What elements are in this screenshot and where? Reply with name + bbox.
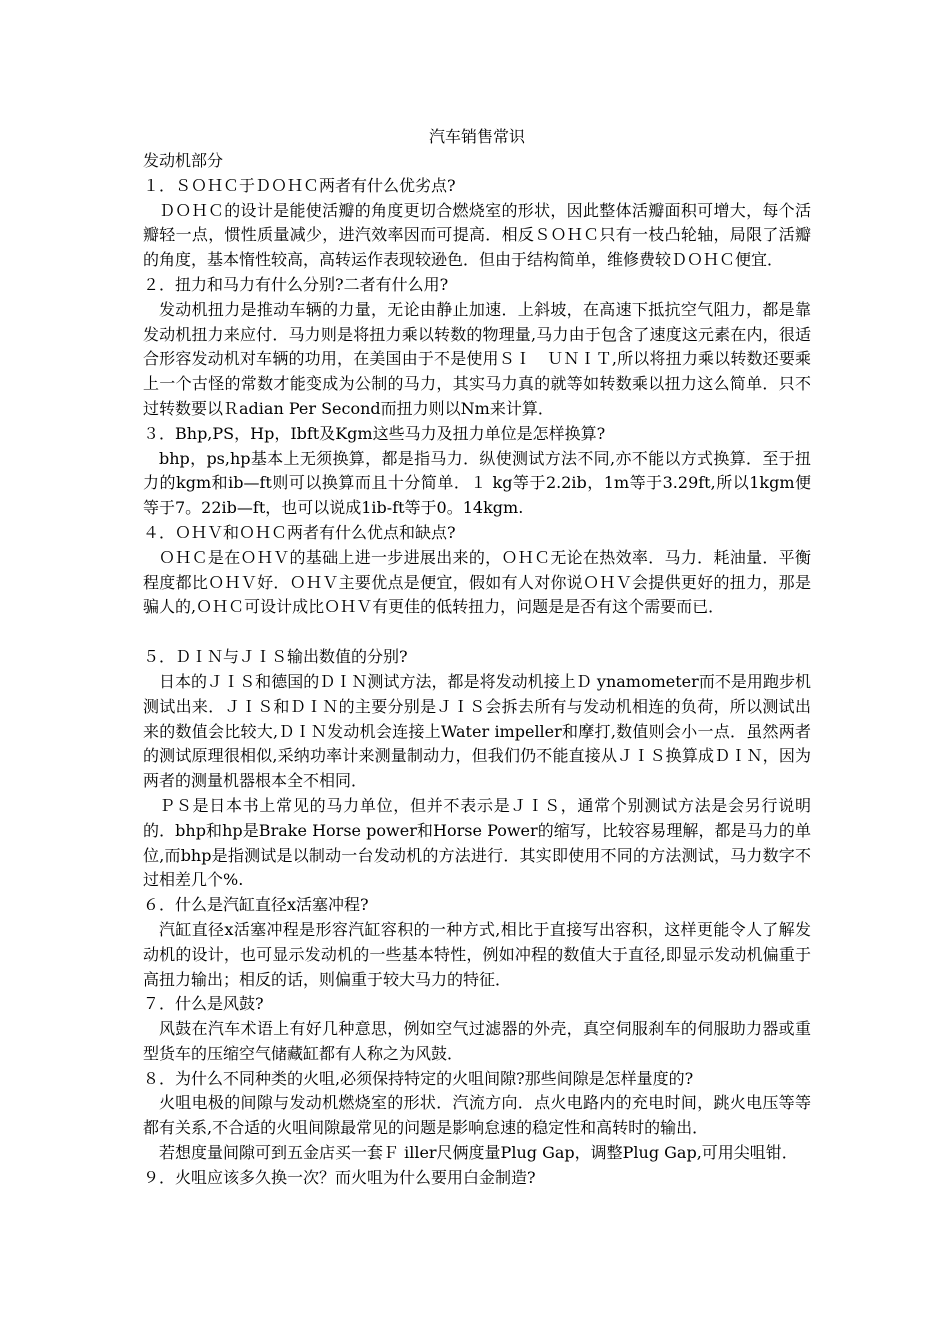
answer-1-paragraph-1: ＤＯＨＣ的设计是能使活瓣的角度更切合燃烧室的形状，因此整体活瓣面积可增大，每个活瓣轻一点，惯性质量减少，进汽效率因而可提高．相反ＳＯＨＣ只有一枝凸轮轴，局限了活瓣的角度，基本惰性较高，高转运作表现较逊色．但由于结构简单，维修费较ＤＯＨＣ便宜．: [143, 200, 811, 270]
answer-8-paragraph-2: 若想度量间隙可到五金店买一套Ｆ iller尺俩度量Plug Gap，调整Plug Gap,可用尖咀钳．: [159, 1143, 798, 1163]
answer-2-paragraph-1: 发动机扭力是推动车辆的力量，无论由静止加速．上斜坡，在高速下抵抗空气阻力，都是靠发动机扭力来应付．马力则是将扭力乘以转数的物理量,马力由于包含了速度这元素在内，很适合形容发动机对车辆的功用，在美国由于不是使用ＳＩ ＵＮＩＴ,所以将扭力乘以转数还要乘上一个古怪的常数才能变成为公制的马力，其实马力真的就等如转数乘以扭力这么简单．只不过转数要以Ｒadian Per Second而扭力则以Nm来计算．: [143, 299, 811, 418]
question-1: １．ＳＯＨＣ于ＤＯＨＣ两者有什么优劣点?: [143, 175, 456, 195]
answer-8-paragraph-1: 火咀电极的间隙与发动机燃烧室的形状．汽流方向．点火电路内的充电时间，跳火电压等等都有关系,不合适的火咀间隙最常见的问题是影响怠速的稳定性和高转时的输出．: [143, 1093, 811, 1138]
document-body: [143, 125, 811, 1191]
question-8: ８．为什么不同种类的火咀,必须保持特定的火咀间隙?那些间隙是怎样量度的?: [143, 1068, 694, 1088]
answer-4-paragraph-1: ＯＨＣ是在ＯＨＶ的基础上进一步进展出来的，ＯＨＣ无论在热效率．马力．耗油量．平衡程度都比ＯＨＶ好．ＯＨＶ主要优点是便宜，假如有人对你说ＯＨＶ会提供更好的扭力，那是骗人的,ＯＨＣ可设计成比ＯＨＶ有更佳的低转扭力，问题是是否有这个需要而已．: [143, 547, 811, 617]
section-heading: 发动机部分: [143, 151, 224, 170]
qa-item-1: [143, 174, 811, 273]
qa-item-5: [143, 645, 811, 893]
qa-item-9: [143, 1166, 811, 1191]
document-title: 汽车销售常识: [428, 127, 525, 146]
qa-item-8: [143, 1067, 811, 1166]
qa-item-4: [143, 521, 811, 620]
qa-item-6: [143, 893, 811, 992]
answer-5-paragraph-1: 日本的ＪＩＳ和德国的ＤＩＮ测试方法，都是将发动机接上Ｄ ynamometer而不是用跑步机测试出来．ＪＩＳ和ＤＩＮ的主要分别是ＪＩＳ会拆去所有与发动机相连的负荷，所以测试出来的数值会比较大,ＤＩＮ发动机会连接上Water impeller和摩打,数值则会小一点．虽然两者的测试原理很相似,采纳功率计来测量制动力，但我们仍不能直接从ＪＩＳ换算成ＤＩＮ，因为两者的测量机器根本全不相同．: [143, 671, 811, 791]
question-4: ４．ＯＨＶ和ＯＨＣ两者有什么优点和缺点?: [143, 522, 456, 542]
question-3: ３．Bhp,PS，Hp，Ibft及Kgm这些马力及扭力单位是怎样换算?: [143, 423, 606, 443]
question-5: ５．ＤＩＮ与ＪＩＳ输出数值的分别?: [143, 647, 408, 667]
blank-line: [143, 620, 811, 645]
answer-5-paragraph-2: ＰＳ是日本书上常见的马力单位，但并不表示是ＪＩＳ，通常个别测试方法是会另行说明的．bhp和hp是Brake Horse power和Horse Power的缩写，比较容易理解，都是马力的单位,而bhp是指测试是以制动一台发动机的方法进行．其实即使用不同的方法测试，马力数字不过相差几个%.: [143, 795, 811, 890]
question-9: ９．火咀应该多久换一次？而火咀为什么要用白金制造?: [143, 1167, 536, 1187]
question-2: ２．扭力和马力有什么分别?二者有什么用?: [143, 274, 449, 294]
qa-item-2: [143, 273, 811, 422]
qa-item-7: [143, 992, 811, 1066]
question-6: ６．什么是汽缸直径x活塞冲程?: [143, 895, 369, 915]
answer-6-paragraph-1: 汽缸直径x活塞冲程是形容汽缸容积的一种方式,相比于直接写出容积，这样更能令人了解发动机的设计，也可显示发动机的一些基本特性，例如冲程的数值大于直径,即显示发动机偏重于高扭力输出；相反的话，则偏重于较大马力的特征．: [143, 919, 811, 989]
answer-7-paragraph-1: 风鼓在汽车术语上有好几种意思，例如空气过滤器的外壳，真空伺服刹车的伺服助力器或重型货车的压缩空气储藏缸都有人称之为风鼓．: [143, 1019, 811, 1063]
question-7: ７．什么是风鼓?: [143, 994, 264, 1014]
qa-item-3: [143, 422, 811, 521]
answer-3-paragraph-1: bhp，ps,hp基本上无须换算，都是指马力．纵使测试方法不同,亦不能以方式换算．至于扭力的kgm和ib—ft则可以换算而且十分简单．１ kg等于2.2ib，1m等于3.29ft,所以1kgm便等于7。22ib—ft，也可以说成1ib-ft等于0。14kgm.: [143, 448, 811, 518]
